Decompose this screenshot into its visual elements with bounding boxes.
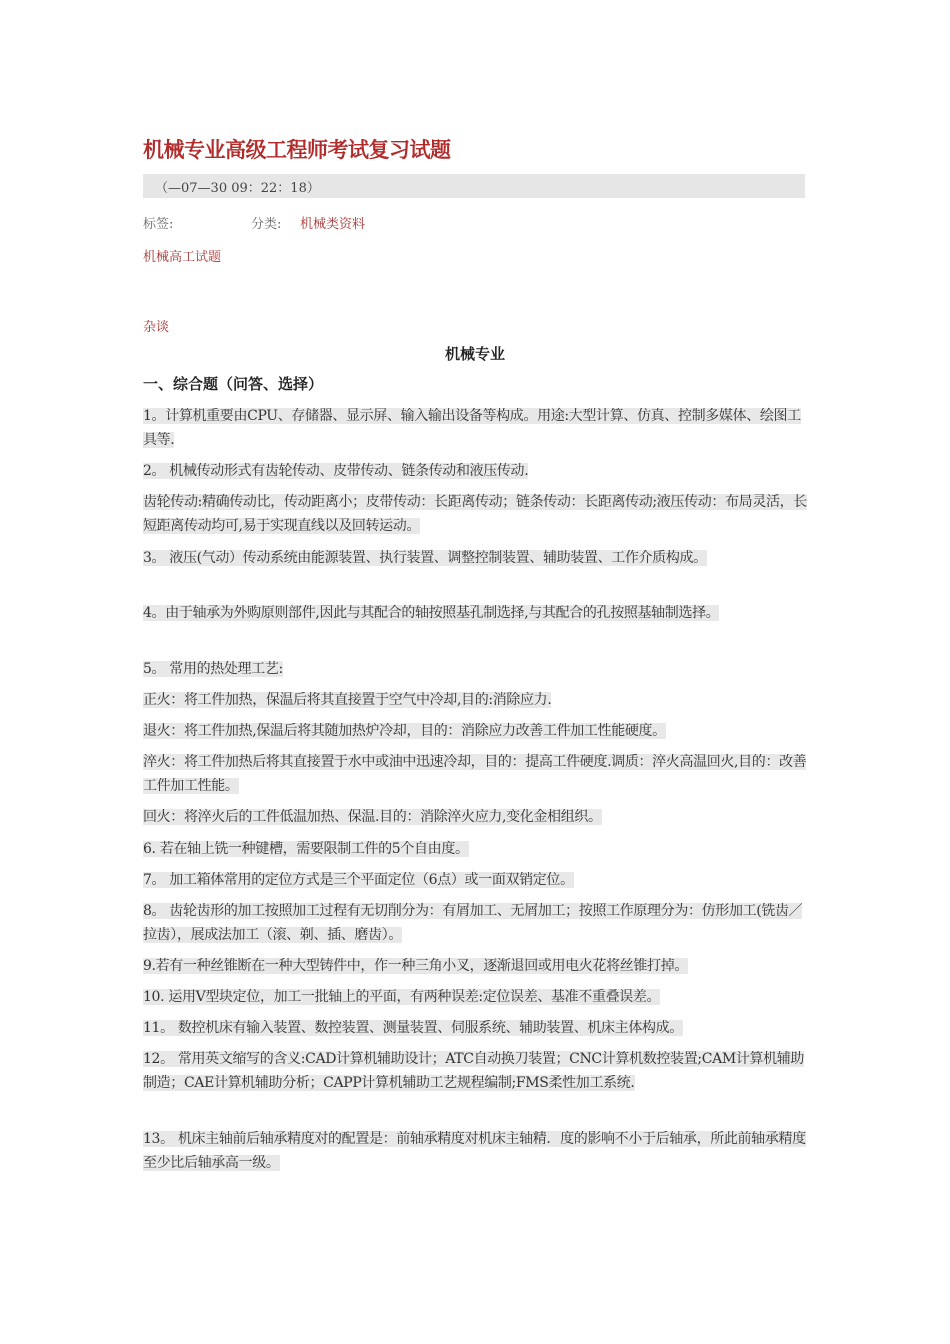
date-bar bbox=[143, 174, 805, 198]
paragraph bbox=[143, 601, 811, 625]
paragraph bbox=[143, 546, 811, 570]
category-label: 分类: bbox=[251, 217, 282, 232]
paragraph-text: 回火：将淬火后的工件低温加热、保温.目的：消除淬火应力,变化金相组织。 bbox=[143, 809, 602, 825]
paragraph-text: 2。 机械传动形式有齿轮传动、皮带传动、链条传动和液压传动. bbox=[143, 463, 529, 479]
tag-label: 标签: bbox=[143, 217, 174, 232]
paragraph bbox=[143, 899, 811, 947]
paragraph-text: 7。 加工箱体常用的定位方式是三个平面定位（6点）或一面双销定位。 bbox=[143, 872, 574, 888]
paragraph bbox=[143, 1016, 811, 1040]
paragraph bbox=[143, 688, 811, 712]
paragraph-text: 1。计算机重要由CPU、存储器、显示屏、输入输出设备等构成。用途:大型计算、仿真、控制多媒体、绘图工具等. bbox=[143, 408, 801, 448]
paragraph-text: 9.若有一种丝锥断在一种大型铸件中，作一种三角小叉，逐渐退回或用电火花将丝锥打掉。 bbox=[143, 958, 689, 974]
paragraph-text: 正火：将工件加热，保温后将其直接置于空气中冷却,目的:消除应力. bbox=[143, 692, 552, 708]
paragraph-text: 淬火：将工件加热后将其直接置于水中或油中迅速冷却，目的：提高工件硬度.调质：淬火高温回火,目的：改善工件加工性能。 bbox=[143, 754, 807, 794]
paragraph bbox=[143, 805, 811, 829]
paragraph-text: 4。由于轴承为外购原则部件,因此与其配合的轴按照基孔制选择,与其配合的孔按照基轴制选择。 bbox=[143, 605, 720, 621]
paragraph-text: 8。 齿轮齿形的加工按照加工过程有无切削分为：有屑加工、无屑加工；按照工作原理分为：仿形加工(铣齿／拉齿），展成法加工（滚、剃、插、磨齿）。 bbox=[143, 903, 803, 943]
paragraph bbox=[143, 1127, 811, 1175]
paragraph bbox=[143, 868, 811, 892]
paragraph-text: 11。 数控机床有输入装置、数控装置、测量装置、伺服系统、辅助装置、机床主体构成。 bbox=[143, 1020, 683, 1036]
paragraph bbox=[143, 954, 811, 978]
paragraph bbox=[143, 719, 811, 743]
paragraph-text: 10. 运用V型块定位，加工一批轴上的平面，有两种误差:定位误差、基准不重叠误差。 bbox=[143, 989, 661, 1005]
paragraph bbox=[143, 837, 811, 861]
paragraph-text: 5。 常用的热处理工艺: bbox=[143, 661, 283, 677]
paragraph-text: 3。 液压(气动）传动系统由能源装置、执行装置、调整控制装置、辅助装置、工作介质构成。 bbox=[143, 550, 707, 566]
paragraph bbox=[143, 657, 811, 681]
post-date: （—07—30 09：22：18） bbox=[155, 181, 320, 196]
category-link[interactable]: 机械类资料 bbox=[300, 217, 366, 232]
paragraph bbox=[143, 750, 811, 798]
paragraph bbox=[143, 459, 811, 483]
paragraph bbox=[143, 490, 811, 538]
paragraph bbox=[143, 404, 811, 452]
paragraph-text: 退火：将工件加热,保温后将其随加热炉冷却，目的：消除应力改善工件加工性能硬度。 bbox=[143, 723, 666, 739]
paragraph-text: 12。 常用英文缩写的含义:CAD计算机辅助设计；ATC自动换刀装置；CNC计算机数控装置;CAM计算机辅助制造；CAE计算机辅助分析；CAPP计算机辅助工艺规程编制;FMS柔性加工系统. bbox=[143, 1051, 805, 1091]
article-title: 机械专业高级工程师考试复习试题 bbox=[143, 138, 451, 162]
tag-link[interactable]: 机械高工试题 bbox=[143, 250, 222, 265]
section-heading: 一、综合题（问答、选择） bbox=[143, 375, 324, 393]
paragraph bbox=[143, 1047, 811, 1095]
misc-link[interactable]: 杂谈 bbox=[143, 320, 170, 335]
paragraph-text: 齿轮传动:精确传动比，传动距离小；皮带传动：长距离传动；链条传动：长距离传动;液压传动：布局灵活，长短距离传动均可,易于实现直线以及回转运动。 bbox=[143, 494, 807, 534]
section-subtitle: 机械专业 bbox=[444, 345, 505, 363]
paragraph-text: 13。 机床主轴前后轴承精度对的配置是：前轴承精度对机床主轴精．度的影响不小于后轴承，所此前轴承精度至少比后轴承高一级。 bbox=[143, 1131, 806, 1171]
paragraph-text: 6. 若在轴上铣一种键槽，需要限制工件的5个自由度。 bbox=[143, 841, 469, 857]
paragraph bbox=[143, 985, 811, 1009]
